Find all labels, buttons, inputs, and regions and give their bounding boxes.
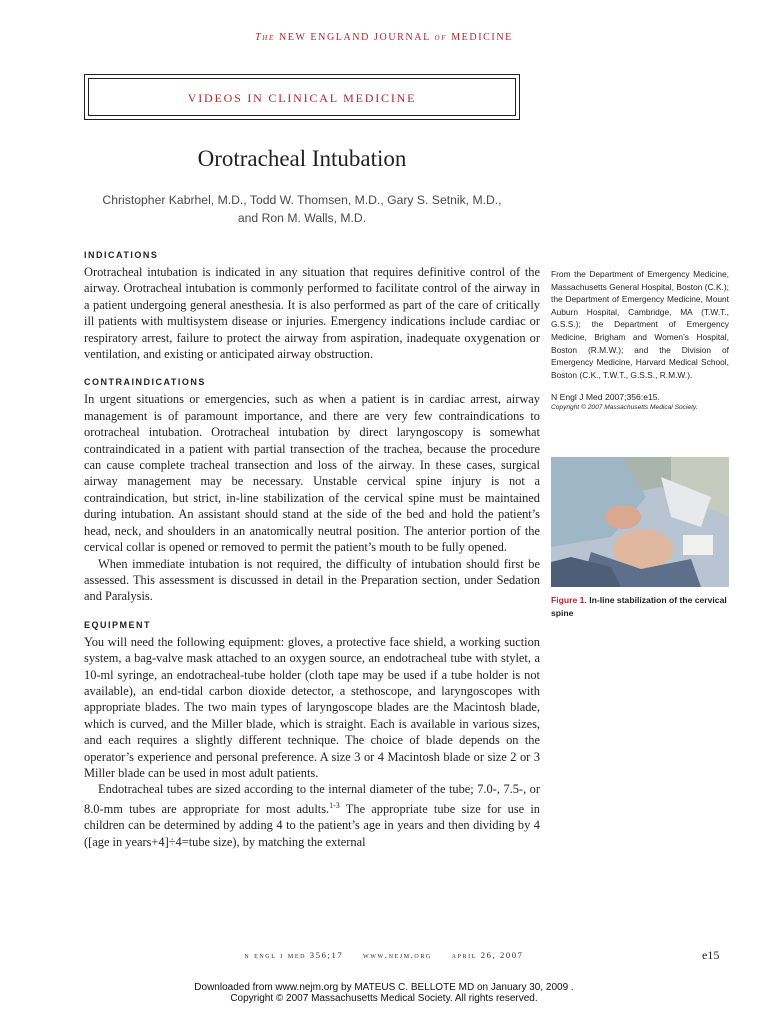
journal-header-prefix: The [255,32,275,43]
author-line-2: and Ron M. Walls, M.D. [237,211,367,225]
journal-header-suffix: MEDICINE [451,32,513,43]
author-line-1: Christopher Kabrhel, M.D., Todd W. Thomsen, M.D., Gary S. Setnik, M.D., [102,193,502,207]
figure-1-photo [551,457,729,587]
page-footer [0,950,768,960]
article-title: Orotracheal Intubation [197,146,407,171]
journal-header-name: NEW ENGLAND JOURNAL [278,32,431,43]
section-banner [84,74,520,120]
figure-caption [551,594,729,619]
author-list [84,191,520,227]
equipment-heading: EQUIPMENT [84,619,152,630]
reference-superscript: 1-3 [329,800,340,810]
figure-caption-text: In-line stabilization of the cervical spine [551,595,727,618]
figure-label: Figure 1. [551,595,587,605]
indications-heading: INDICATIONS [84,250,159,260]
equipment-paragraph-2 [84,781,540,850]
footer-site: www.nejm.org [363,950,432,960]
footer-journal: n engl j med 356;17 [244,950,344,960]
journal-header-of: of [434,32,448,43]
page-number: e15 [702,948,720,962]
section-title: VIDEOS IN CLINICAL MEDICINE [187,91,417,105]
equipment-paragraph-1: You will need the following equipment: gloves, a protective face shield, a working suction system, a bag-valve mask attached to an oxygen source, an endotracheal tube with stylet, a 10-ml syringe, an endotracheal-tube holder (cloth tape may be used if a tube holder is not available), an end-tidal carbon dioxide detector, a stethoscope, and laryngoscopes with appropriate blades. The two main types of laryngoscope blades are the Macintosh blade, which is curved, and the Miller blade, which is straight. Each is available in various sizes, and each requires a slightly different technique. The choice of blade depends on the operator’s experience and personal preference. A size 3 or 4 Macintosh blade or size 2 or 3 Miller blade can be used in most adult patients. [84,634,540,780]
contraindications-heading: CONTRAINDICATIONS [84,377,206,388]
contraindications-paragraph-1: In urgent situations or emergencies, such as when a patient is in cardiac arrest, airway management is of paramount importance, and there are very few contraindications to orotracheal intubation. Orotracheal intubation by direct laryngoscopy is somewhat contraindicated in a patient with partial transection of the trachea, because the procedure can cause complete tracheal transection and loss of the airway. In these cases, surgical airway management may be necessary. Unstable cervical spine injury is not a contraindication, but strict, in-line stabilization of the cervical spine must be maintained during intubation. An assistant should stand at the side of the bed and hold the patient’s head, neck, and shoulders in an anatomically neutral position. The anterior portion of the cervical collar is opened or removed to permit the patient’s mouth to be fully opened. [84,392,540,555]
equipment-paragraph-2-start: Endotracheal tubes are sized according to the internal diameter of the tube; 7.0-, 7.5-, or 8.0-mm tubes are appropriate for most adults. [84,782,540,816]
equipment-paragraph-2-end: The appropriate tube size for use in children can be determined by adding 4 to the patient’s age in years and then dividing by 4 ([age in years+4]÷4=tube size), by matching the external [84,801,540,849]
download-notice [0,982,768,1004]
citation: N Engl J Med 2007;356:e15. [551,392,660,403]
journal-header [0,32,768,43]
sidebar [551,268,729,411]
copyright-note: Copyright © 2007 Massachusetts Medical Society. [551,404,698,412]
author-affiliation: From the Department of Emergency Medicine, Massachusetts General Hospital, Boston (C.K.); the Department of Emergency Medicine, Mount Auburn Hospital, Cambridge, MA (T.W.T., G.S.S.); the Department of Emergency Medicine, Brigham and Women’s Hospital, Boston (R.M.W.); and the Division of Emergency Medicine, Harvard Medical School, Boston (C.K., T.W.T., G.S.S., R.M.W.). [551,269,729,380]
indications-text: Orotracheal intubation is indicated in any situation that requires definitive control of the airway. Orotracheal intubation is commonly performed to facilitate control of the airway in a patient undergoing general anesthesia. It is also performed as part of the care of critically ill patients with multisystem disease or injuries. Emergency indications include cardiac or respiratory arrest, failure to protect the airway from aspiration, inadequate oxygenation or ventilation, and existing or anticipated airway obstruction. [84,265,540,362]
download-notice-line-2: Copyright © 2007 Massachusetts Medical Society. All rights reserved. [230,993,538,1004]
footer-date: april 26, 2007 [451,950,524,960]
download-notice-line-1: Downloaded from www.nejm.org by MATEUS C. BELLOTE MD on January 30, 2009 . [194,982,574,993]
main-column [84,250,540,850]
contraindications-paragraph-2: When immediate intubation is not required, the difficulty of intubation should first be assessed. This assessment is discussed in detail in the Preparation section, under Sedation and Paralysis. [84,556,540,604]
